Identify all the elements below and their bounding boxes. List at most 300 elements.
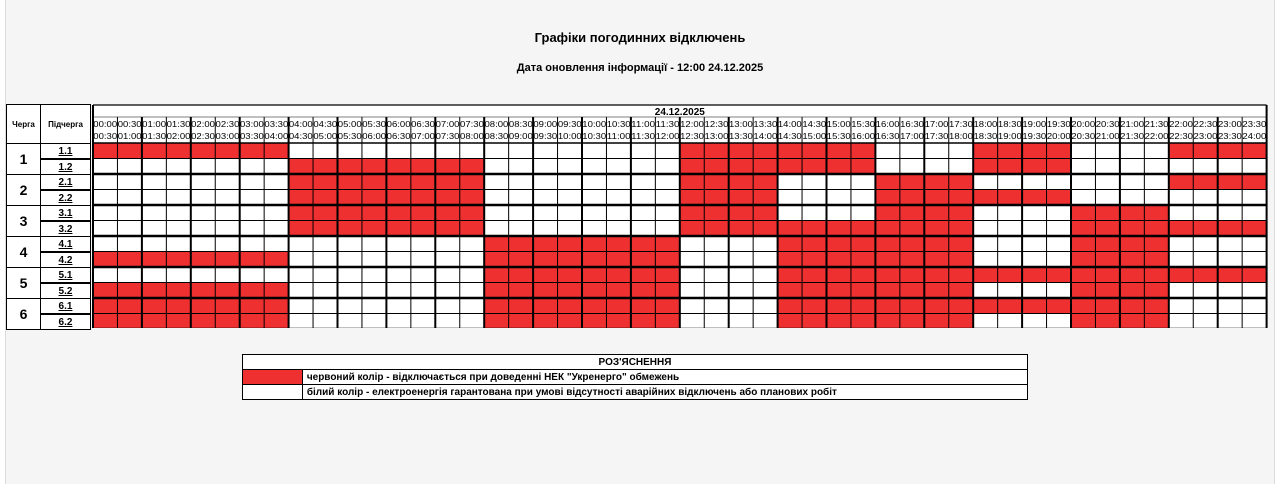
schedule-cell <box>1193 159 1217 175</box>
schedule-cell <box>729 252 753 268</box>
schedule-cell <box>631 205 655 221</box>
time-slot-end: 17:00 <box>900 132 925 141</box>
schedule-cell <box>827 283 851 299</box>
time-slot-start: 09:30 <box>557 120 583 129</box>
schedule-cell <box>973 174 997 190</box>
schedule-cell <box>875 205 899 221</box>
schedule-cell <box>338 252 362 268</box>
time-slot-end: 22:30 <box>1169 132 1194 141</box>
schedule-cell <box>729 174 753 190</box>
schedule-cell <box>704 174 728 190</box>
schedule-cell <box>264 283 288 299</box>
schedule-cell <box>778 252 802 268</box>
date-header: 24.12.2025 <box>654 107 705 118</box>
time-slot-end: 13:30 <box>729 132 754 141</box>
subqueue-link-text[interactable]: 2.1 <box>58 176 73 188</box>
schedule-cell <box>484 174 508 190</box>
schedule-cell <box>1120 283 1144 299</box>
queue-labels-table <box>6 104 91 330</box>
schedule-cell <box>851 159 875 175</box>
schedule-cell <box>1022 283 1046 299</box>
schedule-cell <box>875 174 899 190</box>
schedule-cell <box>509 221 533 237</box>
schedule-cell <box>778 298 802 314</box>
schedule-cell <box>998 298 1022 314</box>
schedule-cell <box>313 205 337 221</box>
subqueue-link-text[interactable]: 1.1 <box>58 145 73 157</box>
schedule-cell <box>313 143 337 159</box>
schedule-cell <box>264 252 288 268</box>
schedule-cell <box>1169 298 1193 314</box>
schedule-cell <box>704 314 728 329</box>
schedule-cell <box>851 267 875 283</box>
schedule-cell <box>1193 283 1217 299</box>
schedule-cell <box>117 205 141 221</box>
time-slot-start: 21:00 <box>1120 120 1145 129</box>
schedule-cell <box>900 174 924 190</box>
schedule-cell <box>166 205 190 221</box>
legend-swatch-white <box>243 385 303 400</box>
time-slot-end: 20:30 <box>1071 132 1096 141</box>
schedule-cell <box>729 236 753 252</box>
schedule-cell <box>949 298 973 314</box>
schedule-cell <box>289 236 313 252</box>
schedule-cell <box>778 205 802 221</box>
schedule-cell <box>1169 314 1193 329</box>
schedule-cell <box>411 174 435 190</box>
schedule-cell <box>338 190 362 206</box>
schedule-cell <box>753 205 777 221</box>
subqueue-link[interactable] <box>41 144 91 160</box>
schedule-cell <box>1120 159 1144 175</box>
schedule-cell <box>1242 221 1266 237</box>
schedule-cell <box>264 159 288 175</box>
outage-schedule-svg <box>92 104 1268 328</box>
time-slot-start: 15:30 <box>851 120 876 129</box>
schedule-cell <box>558 143 582 159</box>
schedule-cell <box>166 221 190 237</box>
time-slot-end: 08:00 <box>460 132 485 141</box>
time-slot-end: 15:30 <box>826 132 852 141</box>
schedule-cell <box>1218 267 1242 283</box>
schedule-cell <box>802 174 826 190</box>
schedule-cell <box>655 143 679 159</box>
schedule-cell <box>753 190 777 206</box>
schedule-cell <box>1095 267 1119 283</box>
schedule-cell <box>582 221 606 237</box>
schedule-cell <box>1022 267 1046 283</box>
schedule-cell <box>264 221 288 237</box>
schedule-cell <box>509 252 533 268</box>
schedule-cell <box>460 205 484 221</box>
schedule-cell <box>166 314 190 329</box>
schedule-cell <box>411 283 435 299</box>
schedule-cell <box>998 174 1022 190</box>
schedule-cell <box>509 298 533 314</box>
schedule-cell <box>924 267 948 283</box>
schedule-cell <box>753 143 777 159</box>
legend-header: РОЗ'ЯСНЕННЯ <box>243 355 1028 370</box>
schedule-cell <box>631 252 655 268</box>
subqueue-link-text[interactable]: 4.1 <box>58 238 73 250</box>
schedule-cell <box>435 283 459 299</box>
schedule-cell <box>533 252 557 268</box>
schedule-cell <box>1193 143 1217 159</box>
time-slot-start: 04:30 <box>313 120 338 129</box>
schedule-cell <box>606 283 630 299</box>
schedule-cell <box>582 283 606 299</box>
schedule-cell <box>631 174 655 190</box>
schedule-cell <box>802 236 826 252</box>
schedule-cell <box>411 252 435 268</box>
schedule-cell <box>998 205 1022 221</box>
subqueue-link[interactable] <box>41 190 91 206</box>
schedule-cell <box>1218 298 1242 314</box>
subqueue-link-text[interactable]: 6.2 <box>58 316 73 328</box>
schedule-cell <box>386 236 410 252</box>
schedule-cell <box>1095 190 1119 206</box>
schedule-cell <box>875 143 899 159</box>
schedule-cell <box>1169 267 1193 283</box>
schedule-cell <box>900 190 924 206</box>
schedule-cell <box>606 205 630 221</box>
schedule-cell <box>1095 283 1119 299</box>
schedule-cell <box>1047 143 1071 159</box>
schedule-cell <box>680 205 704 221</box>
subqueue-link[interactable] <box>41 283 91 299</box>
schedule-cell <box>924 298 948 314</box>
schedule-cell <box>166 190 190 206</box>
schedule-cell <box>484 205 508 221</box>
schedule-cell <box>827 205 851 221</box>
schedule-cell <box>313 190 337 206</box>
schedule-cell <box>582 298 606 314</box>
schedule-cell <box>924 143 948 159</box>
schedule-cell <box>900 314 924 329</box>
schedule-cell <box>827 267 851 283</box>
schedule-cell <box>289 159 313 175</box>
schedule-cell <box>338 267 362 283</box>
schedule-cell <box>1047 205 1071 221</box>
subqueue-link-text[interactable]: 6.1 <box>58 300 73 312</box>
schedule-cell <box>93 174 117 190</box>
schedule-cell <box>1047 252 1071 268</box>
schedule-cell <box>1047 314 1071 329</box>
subqueue-link[interactable] <box>41 206 91 222</box>
schedule-cell <box>191 236 215 252</box>
time-slot-start: 23:00 <box>1218 120 1243 129</box>
schedule-cell <box>998 143 1022 159</box>
schedule-cell <box>215 314 239 329</box>
schedule-cell <box>1144 267 1168 283</box>
schedule-cell <box>362 236 386 252</box>
schedule-cell <box>875 221 899 237</box>
schedule-cell <box>582 314 606 329</box>
schedule-cell <box>1022 190 1046 206</box>
schedule-cell <box>973 159 997 175</box>
schedule-cell <box>558 159 582 175</box>
time-slot-end: 05:30 <box>337 132 363 141</box>
time-slot-end: 11:00 <box>606 132 632 141</box>
schedule-cell <box>386 205 410 221</box>
schedule-cell <box>484 314 508 329</box>
schedule-cell <box>875 236 899 252</box>
schedule-cell <box>729 314 753 329</box>
schedule-cell <box>313 236 337 252</box>
time-slot-start: 14:00 <box>777 120 803 129</box>
schedule-cell <box>900 283 924 299</box>
schedule-cell <box>924 190 948 206</box>
schedule-cell <box>704 221 728 237</box>
schedule-cell <box>313 174 337 190</box>
schedule-cell <box>655 236 679 252</box>
time-slot-end: 24:00 <box>1242 132 1267 141</box>
schedule-cell <box>827 159 851 175</box>
subqueue-link-text[interactable]: 1.2 <box>58 161 73 173</box>
time-slot-end: 01:00 <box>117 132 143 141</box>
schedule-cell <box>631 221 655 237</box>
schedule-cell <box>1218 236 1242 252</box>
schedule-cell <box>117 314 141 329</box>
schedule-cell <box>1242 298 1266 314</box>
schedule-cell <box>900 221 924 237</box>
time-slot-end: 06:30 <box>386 132 412 141</box>
schedule-cell <box>1169 174 1193 190</box>
time-slot-start: 08:00 <box>484 120 509 129</box>
schedule-cell <box>631 143 655 159</box>
schedule-cell <box>875 190 899 206</box>
schedule-cell <box>93 252 117 268</box>
schedule-cell <box>240 205 264 221</box>
subqueue-link-text[interactable]: 3.1 <box>58 207 73 219</box>
time-slot-end: 14:30 <box>777 132 803 141</box>
subqueue-link[interactable] <box>41 221 91 237</box>
schedule-cell <box>851 298 875 314</box>
schedule-cell <box>558 205 582 221</box>
schedule-cell <box>411 190 435 206</box>
schedule-cell <box>460 143 484 159</box>
schedule-cell <box>117 252 141 268</box>
schedule-cell <box>117 221 141 237</box>
schedule-cell <box>264 190 288 206</box>
schedule-cell <box>411 159 435 175</box>
schedule-cell <box>582 205 606 221</box>
schedule-cell <box>117 236 141 252</box>
schedule-cell <box>558 174 582 190</box>
schedule-cell <box>166 143 190 159</box>
schedule-cell <box>778 283 802 299</box>
header-subqueue: Підчерга <box>41 105 91 144</box>
subqueue-link[interactable] <box>41 299 91 315</box>
time-slot-end: 04:30 <box>288 132 314 141</box>
schedule-cell <box>386 314 410 329</box>
schedule-cell <box>142 221 166 237</box>
schedule-cell <box>264 174 288 190</box>
schedule-cell <box>1047 267 1071 283</box>
schedule-cell <box>166 159 190 175</box>
time-slot-start: 02:00 <box>191 120 216 129</box>
schedule-cell <box>435 221 459 237</box>
schedule-cell <box>264 143 288 159</box>
schedule-cell <box>460 298 484 314</box>
schedule-cell <box>1242 174 1266 190</box>
schedule-cell <box>753 236 777 252</box>
subqueue-link[interactable] <box>41 314 91 330</box>
schedule-cell <box>1047 159 1071 175</box>
subqueue-link[interactable] <box>41 175 91 191</box>
schedule-cell <box>142 252 166 268</box>
schedule-cell <box>973 190 997 206</box>
schedule-cell <box>1071 190 1095 206</box>
schedule-cell <box>1193 298 1217 314</box>
schedule-cell <box>582 190 606 206</box>
schedule-cell <box>191 143 215 159</box>
time-slot-start: 16:30 <box>900 120 925 129</box>
schedule-cell <box>851 174 875 190</box>
schedule-cell <box>998 314 1022 329</box>
schedule-cell <box>1144 283 1168 299</box>
schedule-cell <box>338 314 362 329</box>
schedule-cell <box>289 205 313 221</box>
legend-red-text: червоний колір - відключається при доведенні НЕК "Укренерго" обмежень <box>302 370 1027 385</box>
schedule-cell <box>875 314 899 329</box>
schedule-cell <box>484 267 508 283</box>
time-slot-start: 19:30 <box>1046 120 1072 129</box>
schedule-cell <box>558 298 582 314</box>
schedule-cell <box>606 159 630 175</box>
schedule-cell <box>460 314 484 329</box>
subqueue-link[interactable] <box>41 268 91 284</box>
schedule-cell <box>1144 221 1168 237</box>
schedule-cell <box>93 190 117 206</box>
schedule-cell <box>680 252 704 268</box>
schedule-cell <box>484 159 508 175</box>
schedule-cell <box>533 205 557 221</box>
schedule-cell <box>1144 236 1168 252</box>
queue-label: 3 <box>7 206 41 237</box>
schedule-cell <box>1193 314 1217 329</box>
schedule-cell <box>851 221 875 237</box>
schedule-cell <box>875 267 899 283</box>
schedule-cell <box>802 221 826 237</box>
schedule-cell <box>1218 252 1242 268</box>
schedule-cell <box>1218 143 1242 159</box>
time-slot-start: 04:00 <box>288 120 314 129</box>
schedule-cell <box>680 314 704 329</box>
schedule-cell <box>582 159 606 175</box>
schedule-cell <box>1095 221 1119 237</box>
schedule-cell <box>827 143 851 159</box>
subqueue-link-text[interactable]: 5.1 <box>58 269 73 281</box>
schedule-cell <box>606 298 630 314</box>
schedule-cell <box>533 267 557 283</box>
schedule-cell <box>1095 143 1119 159</box>
schedule-cell <box>1169 159 1193 175</box>
schedule-cell <box>900 205 924 221</box>
time-slot-end: 02:30 <box>191 132 216 141</box>
schedule-cell <box>362 190 386 206</box>
schedule-cell <box>704 205 728 221</box>
schedule-cell <box>1120 236 1144 252</box>
schedule-cell <box>1144 159 1168 175</box>
subqueue-link-text[interactable]: 2.2 <box>58 192 73 204</box>
queue-label: 6 <box>7 299 41 330</box>
schedule-cell <box>435 205 459 221</box>
schedule-cell <box>93 283 117 299</box>
schedule-cell <box>655 314 679 329</box>
subqueue-link-text[interactable]: 5.2 <box>58 285 73 297</box>
schedule-cell <box>289 252 313 268</box>
schedule-cell <box>191 190 215 206</box>
schedule-cell <box>729 205 753 221</box>
time-slot-start: 12:30 <box>704 120 729 129</box>
schedule-cell <box>166 298 190 314</box>
schedule-cell <box>117 267 141 283</box>
schedule-cell <box>680 267 704 283</box>
schedule-cell <box>606 236 630 252</box>
schedule-cell <box>1193 174 1217 190</box>
schedule-cell <box>973 205 997 221</box>
schedule-cell <box>1071 205 1095 221</box>
subqueue-link[interactable] <box>41 252 91 268</box>
schedule-cell <box>606 143 630 159</box>
schedule-cell <box>1193 236 1217 252</box>
schedule-cell <box>338 205 362 221</box>
time-slot-start: 03:00 <box>240 120 265 129</box>
schedule-cell <box>1120 174 1144 190</box>
time-slot-end: 13:00 <box>704 132 729 141</box>
subqueue-link-text[interactable]: 4.2 <box>58 254 73 266</box>
subqueue-link-text[interactable]: 3.2 <box>58 223 73 235</box>
schedule-cell <box>949 221 973 237</box>
schedule-cell <box>1193 267 1217 283</box>
schedule-cell <box>1071 143 1095 159</box>
schedule-cell <box>802 159 826 175</box>
time-slot-start: 01:30 <box>166 120 192 129</box>
schedule-cell <box>484 283 508 299</box>
time-slot-start: 11:00 <box>631 120 656 129</box>
schedule-cell <box>606 267 630 283</box>
schedule-cell <box>1022 205 1046 221</box>
schedule-cell <box>655 159 679 175</box>
schedule-cell <box>289 283 313 299</box>
schedule-cell <box>778 143 802 159</box>
schedule-cell <box>460 236 484 252</box>
time-slot-start: 01:00 <box>142 120 167 129</box>
queue-label: 5 <box>7 268 41 299</box>
subqueue-link[interactable] <box>41 237 91 253</box>
schedule-cell <box>338 174 362 190</box>
schedule-cell <box>631 236 655 252</box>
schedule-cell <box>802 283 826 299</box>
schedule-cell <box>802 190 826 206</box>
schedule-cell <box>1071 252 1095 268</box>
schedule-cell <box>778 159 802 175</box>
schedule-cell <box>827 314 851 329</box>
time-slot-start: 23:30 <box>1242 120 1267 129</box>
schedule-cell <box>386 283 410 299</box>
schedule-cell <box>435 143 459 159</box>
schedule-cell <box>533 314 557 329</box>
schedule-cell <box>435 314 459 329</box>
schedule-cell <box>1169 236 1193 252</box>
schedule-cell <box>191 159 215 175</box>
schedule-cell <box>215 221 239 237</box>
time-slot-end: 20:00 <box>1046 132 1072 141</box>
schedule-cell <box>900 298 924 314</box>
schedule-cell <box>1071 314 1095 329</box>
subqueue-link[interactable] <box>41 159 91 175</box>
